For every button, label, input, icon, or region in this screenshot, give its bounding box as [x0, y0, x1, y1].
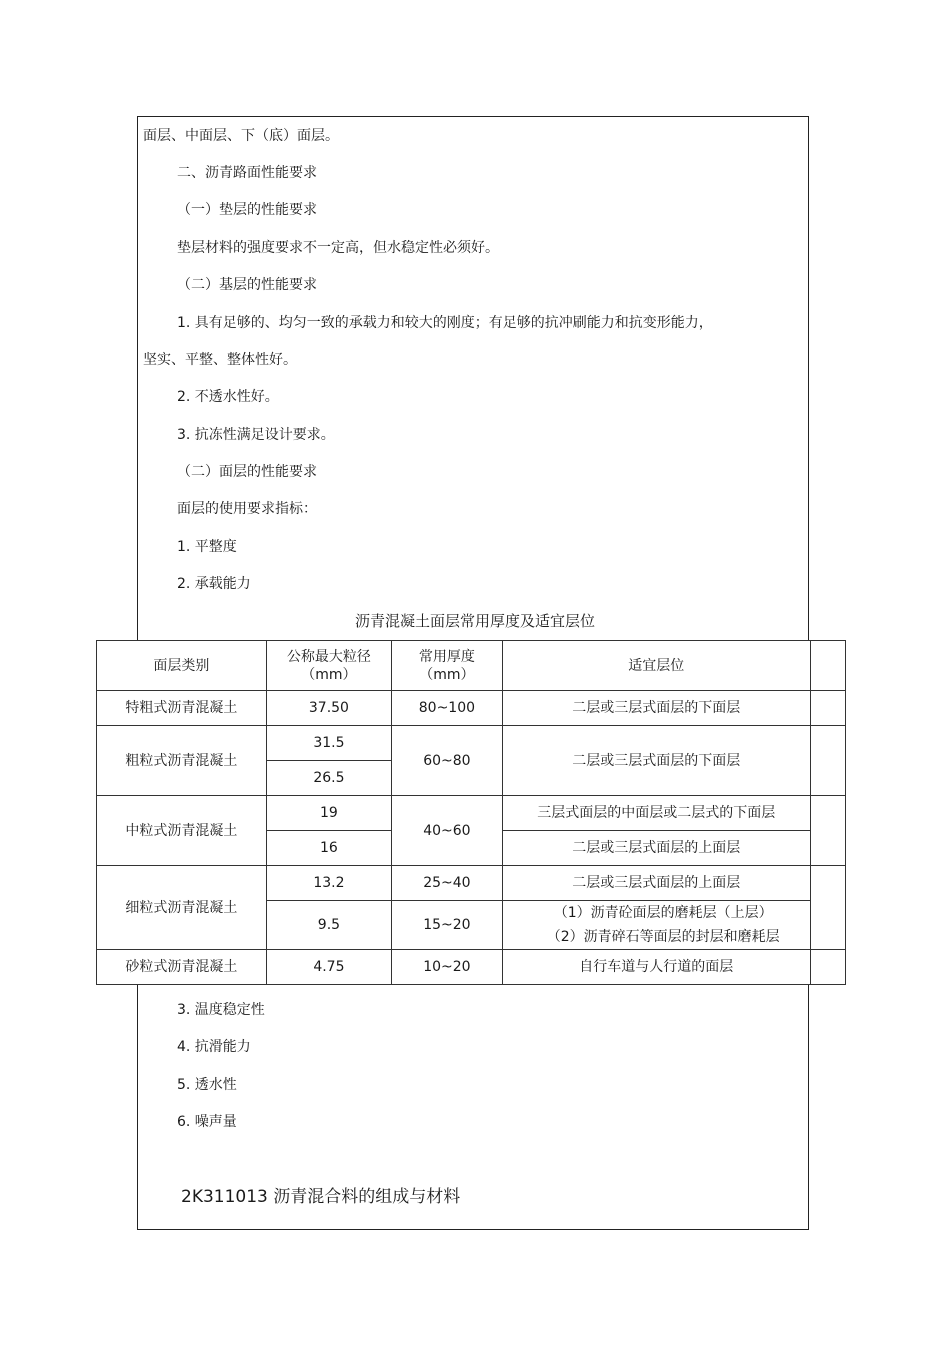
cell-size: 26.5 — [266, 761, 392, 796]
list-item: 4. 抗滑能力 — [177, 1039, 251, 1055]
header-size — [266, 641, 392, 691]
table-header-row — [97, 641, 846, 691]
table-row — [97, 866, 846, 901]
paragraph: 垫层材料的强度要求不一定高，但水稳定性必须好。 — [177, 240, 499, 256]
empty-cell — [810, 691, 845, 726]
cell-size: 19 — [266, 796, 392, 831]
list-item: 2. 承载能力 — [177, 576, 251, 592]
cell-type: 细粒式沥青混凝土 — [97, 866, 267, 950]
empty-cell — [810, 726, 845, 796]
paragraph: 面层、中面层、下（底）面层。 — [143, 128, 339, 144]
table-row — [97, 691, 846, 726]
section-heading: 2K311013 沥青混合料的组成与材料 — [181, 1187, 461, 1207]
subsection-title: （一）垫层的性能要求 — [177, 202, 317, 218]
cell-layer: 三层式面层的中面层或二层式的下面层 — [502, 796, 810, 831]
list-item: 6. 噪声量 — [177, 1114, 237, 1130]
subsection-title: （二）面层的性能要求 — [177, 464, 317, 480]
table-row — [97, 950, 846, 985]
table-row — [97, 726, 846, 761]
header-size-line1: 公称最大粒径 — [286, 648, 371, 665]
cell-size: 13.2 — [266, 866, 392, 901]
cell-thickness: 80~100 — [392, 691, 502, 726]
cell-thickness: 10~20 — [392, 950, 502, 985]
cell-size: 4.75 — [266, 950, 392, 985]
list-item: 2. 不透水性好。 — [177, 389, 279, 405]
cell-type: 特粗式沥青混凝土 — [97, 691, 267, 726]
table-caption: 沥青混凝土面层常用厚度及适宜层位 — [354, 612, 595, 630]
list-item-continuation: 坚实、平整、整体性好。 — [143, 352, 297, 368]
cell-thickness: 15~20 — [392, 901, 502, 950]
cell-layer: 二层或三层式面层的上面层 — [502, 866, 810, 901]
paragraph: 面层的使用要求指标： — [177, 501, 317, 517]
header-layer: 适宜层位 — [502, 641, 810, 691]
header-type: 面层类别 — [97, 641, 267, 691]
header-thickness-line2: （mm） — [419, 666, 475, 683]
cell-size: 16 — [266, 831, 392, 866]
list-item: 3. 温度稳定性 — [177, 1002, 265, 1018]
cell-layer: 二层或三层式面层的下面层 — [502, 691, 810, 726]
header-size-line2: （mm） — [301, 666, 357, 683]
cell-thickness: 60~80 — [392, 726, 502, 796]
cell-type: 粗粒式沥青混凝土 — [97, 726, 267, 796]
cell-size: 31.5 — [266, 726, 392, 761]
cell-layer: 自行车道与人行道的面层 — [502, 950, 810, 985]
section-title: 二、沥青路面性能要求 — [177, 165, 317, 181]
empty-cell — [810, 641, 845, 691]
table-row — [97, 796, 846, 831]
list-item: 1. 具有足够的、均匀一致的承载力和较大的刚度；有足够的抗冲刷能力和抗变形能力， — [177, 315, 713, 331]
cell-size: 9.5 — [266, 901, 392, 950]
cell-thickness: 40~60 — [392, 796, 502, 866]
list-item: 5. 透水性 — [177, 1077, 237, 1093]
cell-type: 中粒式沥青混凝土 — [97, 796, 267, 866]
cell-thickness: 25~40 — [392, 866, 502, 901]
list-item: 3. 抗冻性满足设计要求。 — [177, 427, 335, 443]
thickness-table — [96, 640, 846, 985]
header-thickness — [392, 641, 502, 691]
empty-cell — [810, 950, 845, 985]
cell-layer-line2: （2）沥青碎石等面层的封层和磨耗层 — [546, 929, 780, 945]
header-thickness-line1: 常用厚度 — [418, 648, 475, 665]
cell-layer — [502, 901, 810, 950]
empty-cell — [810, 866, 845, 950]
cell-layer-line1: （1）沥青砼面层的磨耗层（上层） — [553, 905, 773, 921]
subsection-title: （二）基层的性能要求 — [177, 277, 317, 293]
empty-cell — [810, 796, 845, 866]
cell-layer: 二层或三层式面层的下面层 — [502, 726, 810, 796]
cell-layer: 二层或三层式面层的上面层 — [502, 831, 810, 866]
cell-size: 37.50 — [266, 691, 392, 726]
list-item: 1. 平整度 — [177, 539, 237, 555]
cell-type: 砂粒式沥青混凝土 — [97, 950, 267, 985]
